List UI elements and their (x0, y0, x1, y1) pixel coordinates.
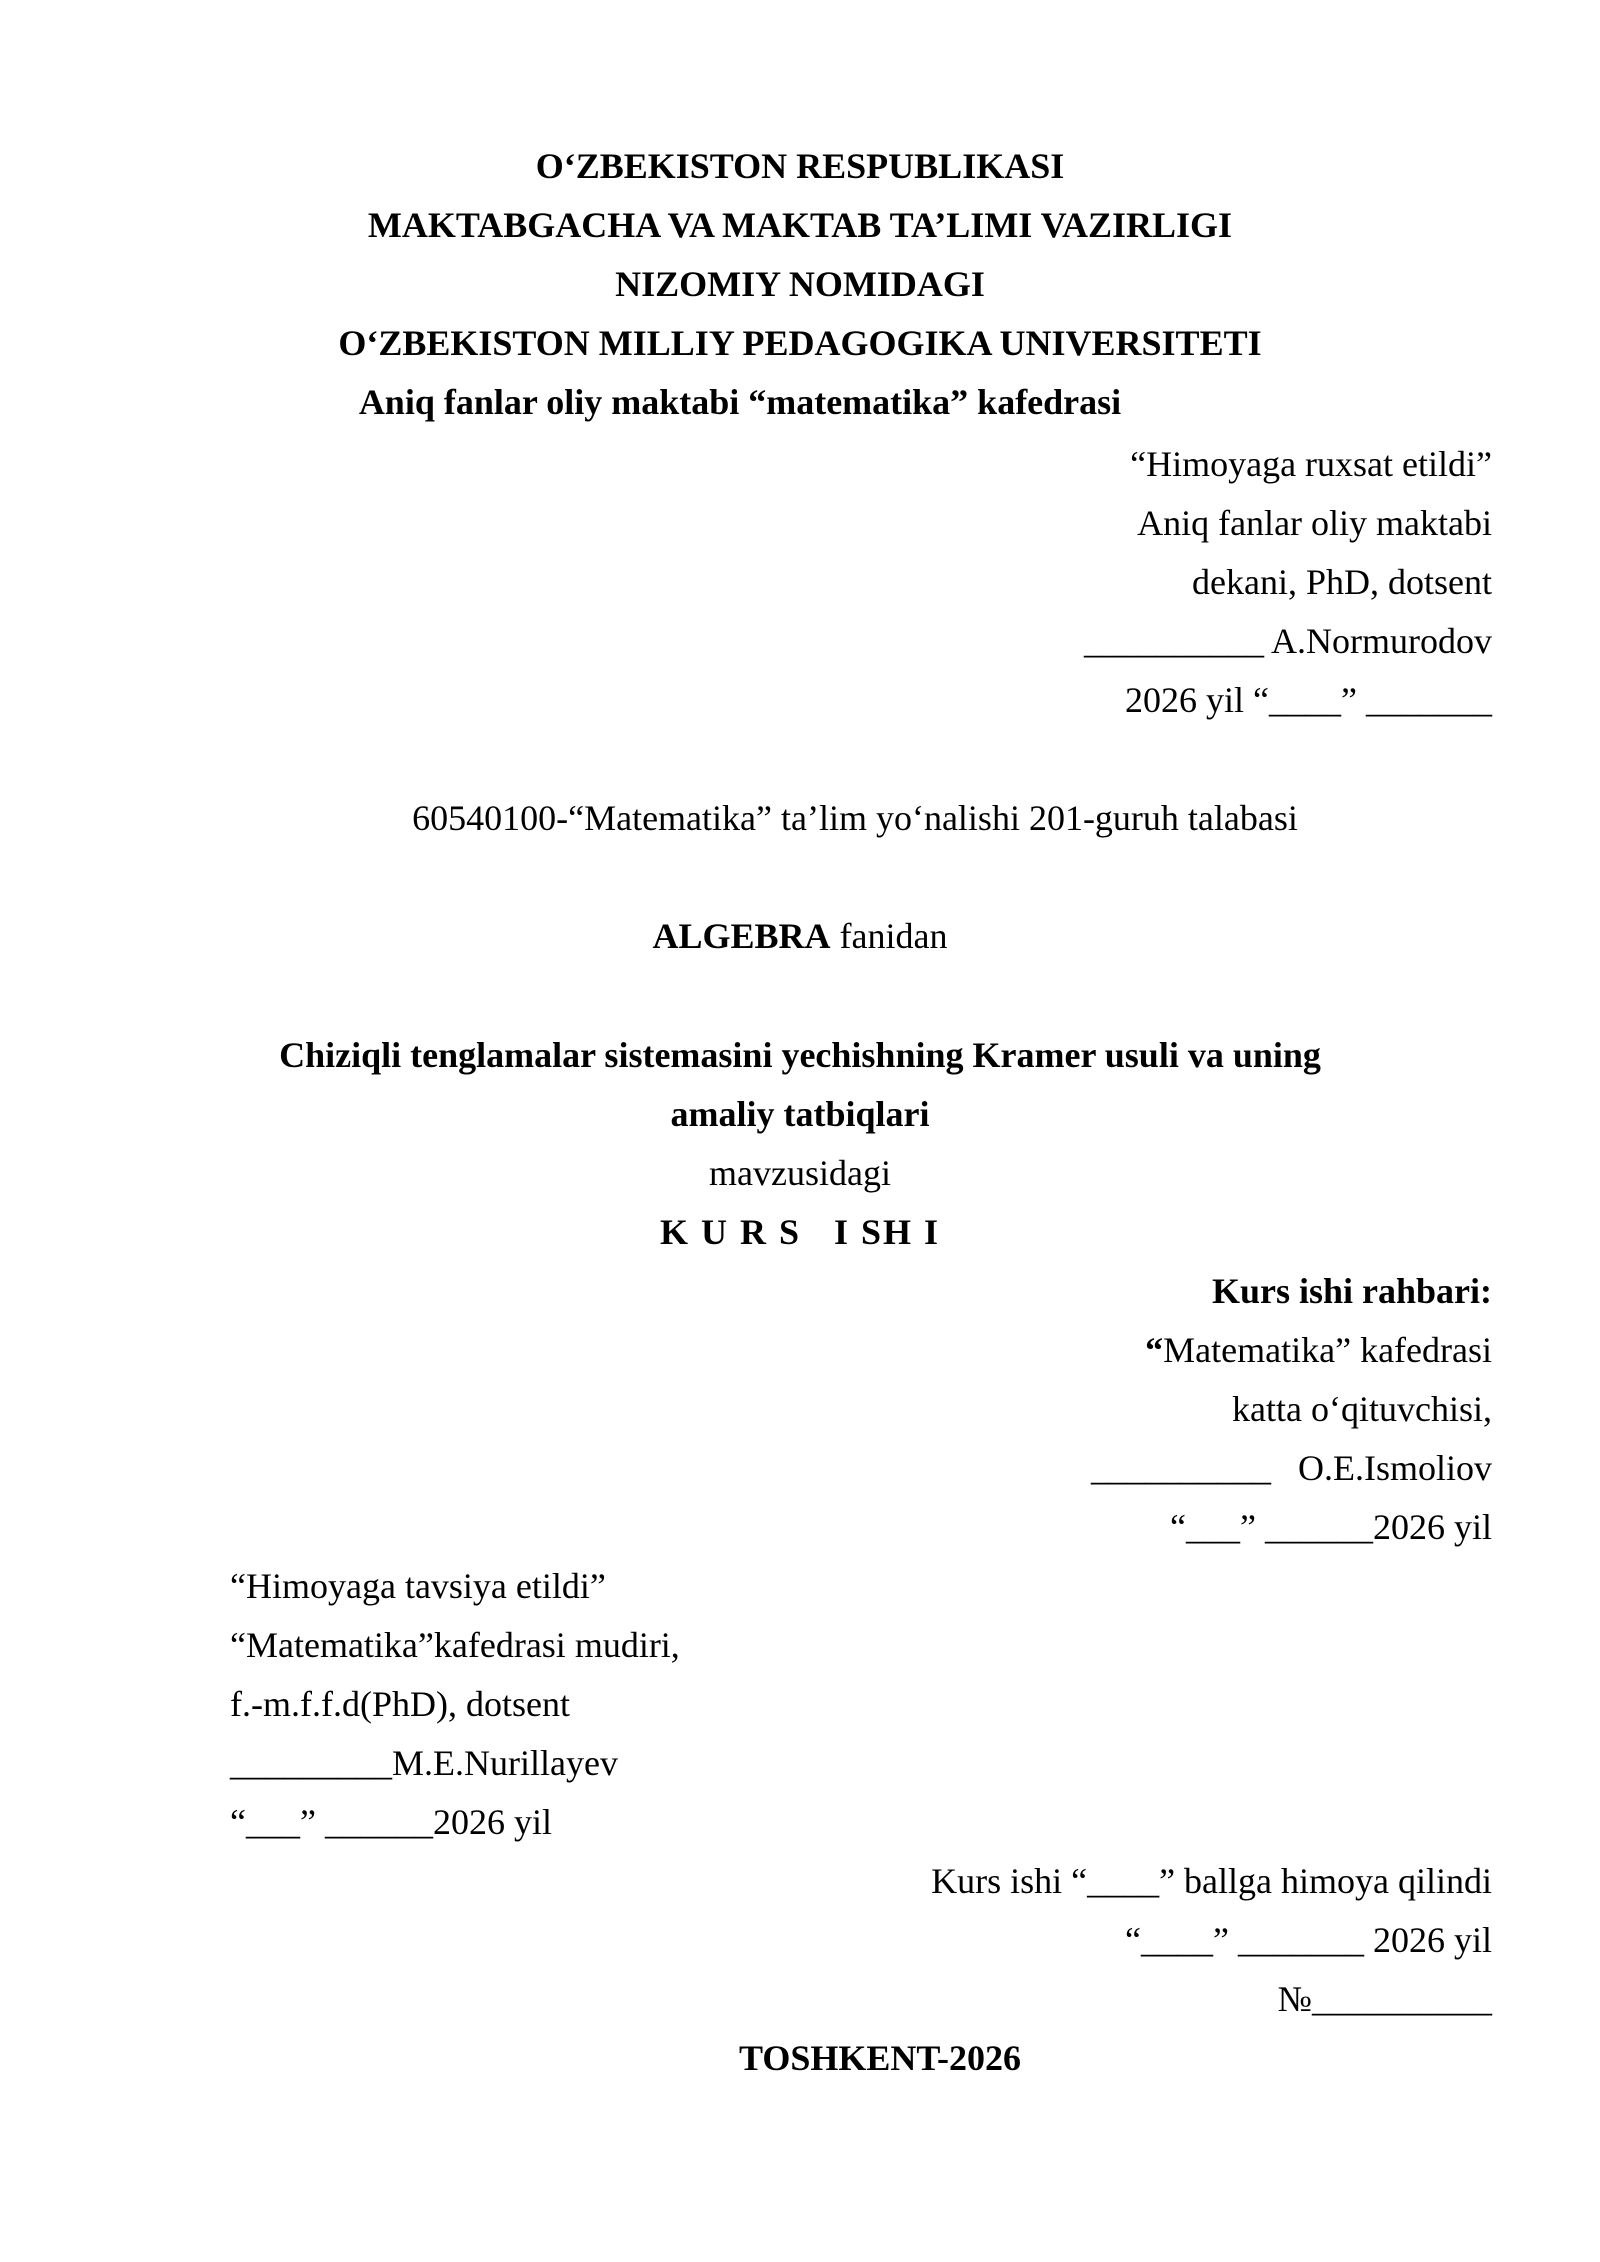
supervisor-quote-open: “ (1145, 1330, 1164, 1370)
footer-city-year: TOSHKENT-2026 (738, 2038, 1022, 2078)
approval-date: 2026 yil “____” _______ (1125, 680, 1492, 720)
header-named-after: NIZOMIY NOMIDAGI (615, 264, 985, 304)
subject-suffix: fanidan (830, 916, 948, 956)
topic-line-2: amaliy tatbiqlari (670, 1094, 930, 1134)
defense-number: №__________ (1277, 1979, 1492, 2019)
supervisor-dept-text: Matematika” kafedrasi (1163, 1330, 1492, 1370)
header-department: Aniq fanlar oliy maktabi “matematika” kafedrasi (358, 382, 1122, 422)
recommendation-line-2: f.-m.f.f.d(PhD), dotsent (230, 1684, 570, 1724)
recommendation-line-1: “Matematika”kafedrasi mudiri, (230, 1625, 680, 1665)
supervisor-dept (1145, 1332, 1492, 1368)
recommendation-date: “___” ______2026 yil (230, 1802, 552, 1842)
header-country: O‘ZBEKISTON RESPUBLIKASI (535, 146, 1065, 186)
subject-name: ALGEBRA (652, 916, 831, 956)
approval-line-2: dekani, PhD, dotsent (1192, 562, 1492, 602)
topic-suffix: mavzusidagi (709, 1153, 891, 1193)
header-ministry: MAKTABGACHA VA MAKTAB TA’LIMI VAZIRLIGI (367, 205, 1233, 245)
student-line: 60540100-“Matematika” ta’lim yo‘nalishi 201-guruh talabasi (412, 798, 1298, 838)
supervisor-title: Kurs ishi rahbari: (1211, 1271, 1492, 1311)
topic-line-1: Chiziqli tenglamalar sistemasini yechishning Kramer usuli va uning (279, 1035, 1321, 1075)
subject-line (0, 918, 1600, 954)
defense-score: Kurs ishi “____” ballga himoya qilindi (931, 1861, 1492, 1901)
work-type: K U R S I SH I (659, 1212, 941, 1252)
approval-line-1: Aniq fanlar oliy maktabi (1137, 503, 1492, 543)
recommendation-signature: _________M.E.Nurillayev (230, 1743, 618, 1783)
supervisor-position: katta o‘qituvchisi, (1232, 1389, 1492, 1429)
supervisor-date: “___” ______2026 yil (1170, 1507, 1492, 1547)
recommendation-title: “Himoyaga tavsiya etildi” (230, 1566, 606, 1606)
approval-title: “Himoyaga ruxsat etildi” (1130, 444, 1492, 484)
defense-date: “____” _______ 2026 yil (1125, 1920, 1492, 1960)
approval-signature: __________ A.Normurodov (1084, 621, 1492, 661)
header-university: O‘ZBEKISTON MILLIY PEDAGOGIKA UNIVERSITETI (338, 323, 1262, 363)
supervisor-signature: __________ O.E.Ismoliov (1091, 1448, 1492, 1488)
